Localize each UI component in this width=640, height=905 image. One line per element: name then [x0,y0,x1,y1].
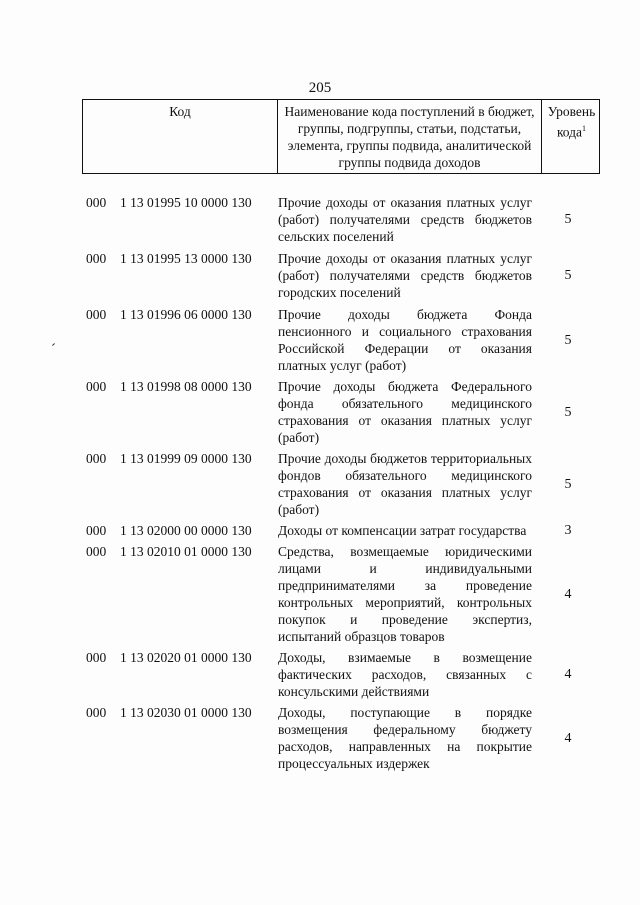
row-admin-code: 000 [86,379,107,394]
row-revenue-code: 1 13 02000 00 0000 130 [120,523,252,538]
row-code-level: 5 [564,212,572,227]
table-row [82,704,600,772]
row-admin-code: 000 [86,451,107,466]
revenue-code-table [82,99,600,772]
row-revenue-code: 1 13 02020 01 0000 130 [120,650,252,665]
header-level-footnote: 1 [582,124,587,133]
table-row [82,649,600,700]
page-number: 205 [308,80,332,96]
row-code-level: 5 [564,268,572,283]
row-revenue-name: Прочие доходы от оказания платных услуг (работ) получателями средств бюджетов городских поселений [278,251,532,300]
row-admin-code: 000 [86,307,107,322]
row-code-level: 4 [564,586,572,602]
row-revenue-code: 1 13 01999 09 0000 130 [120,451,252,466]
row-revenue-code: 1 13 01995 10 0000 130 [120,195,252,210]
row-admin-code: 000 [86,523,107,538]
row-revenue-code: 1 13 02010 01 0000 130 [120,544,252,559]
row-admin-code: 000 [86,195,107,210]
row-revenue-name: Прочие доходы бюджетов территориальных фондов обязательного медицинского страхования от оказания платных услуг (работ) [278,451,532,517]
header-level [541,100,601,173]
row-revenue-name: Доходы, поступающие в порядке возмещения федеральному бюджету расходов, направленных на покрытие процессуальных издержек [278,705,532,771]
scan-mark [52,343,55,346]
table-row [82,250,600,301]
header-code: Код [169,104,191,119]
row-revenue-code: 1 13 01998 08 0000 130 [120,379,252,394]
row-revenue-name: Доходы от компенсации затрат государства [278,523,527,538]
row-code-level: 3 [564,523,572,538]
row-code-level: 5 [564,332,572,348]
row-admin-code: 000 [86,251,107,266]
row-admin-code: 000 [86,544,107,559]
row-admin-code: 000 [86,705,107,720]
table-row [82,522,600,539]
row-revenue-name: Доходы, взимаемые в возмещение фактических расходов, связанных с консульскими действиями [278,650,532,699]
row-code-level: 4 [564,667,572,682]
row-revenue-name: Прочие доходы от оказания платных услуг (работ) получателями средств бюджетов сельских поселений [278,195,532,244]
table-row [82,543,600,645]
table-header [82,99,600,174]
header-name: Наименование кода поступлений в бюджет, группы, подгруппы, статьи, подстатьи, элемента, группы подвида, аналитической группы подвида доходов [277,100,541,173]
row-revenue-name: Средства, возмещаемые юридическими лицами и индивидуальными предпринимателями за проведение контрольных мероприятий, контрольных покупок и проведение экспертиз, испытаний образцов товаров [278,544,532,644]
table-row [82,450,600,518]
row-code-level: 4 [564,730,572,746]
row-code-level: 5 [564,404,572,420]
table-row [82,378,600,446]
row-revenue-name: Прочие доходы бюджета Федерального фонда обязательного медицинского страхования от оказания платных услуг (работ) [278,379,532,445]
row-admin-code: 000 [86,650,107,665]
row-revenue-code: 1 13 01996 06 0000 130 [120,307,252,322]
table-row [82,306,600,374]
table-row [82,194,600,245]
row-revenue-code: 1 13 01995 13 0000 130 [120,251,252,266]
header-level-label: Уровень кода [547,104,596,140]
row-revenue-code: 1 13 02030 01 0000 130 [120,705,252,720]
row-code-level: 5 [564,476,572,492]
row-revenue-name: Прочие доходы бюджета Фонда пенсионного и социального страхования Российской Федерации от оказания платных услуг (работ) [278,307,532,373]
table-body [82,194,600,772]
